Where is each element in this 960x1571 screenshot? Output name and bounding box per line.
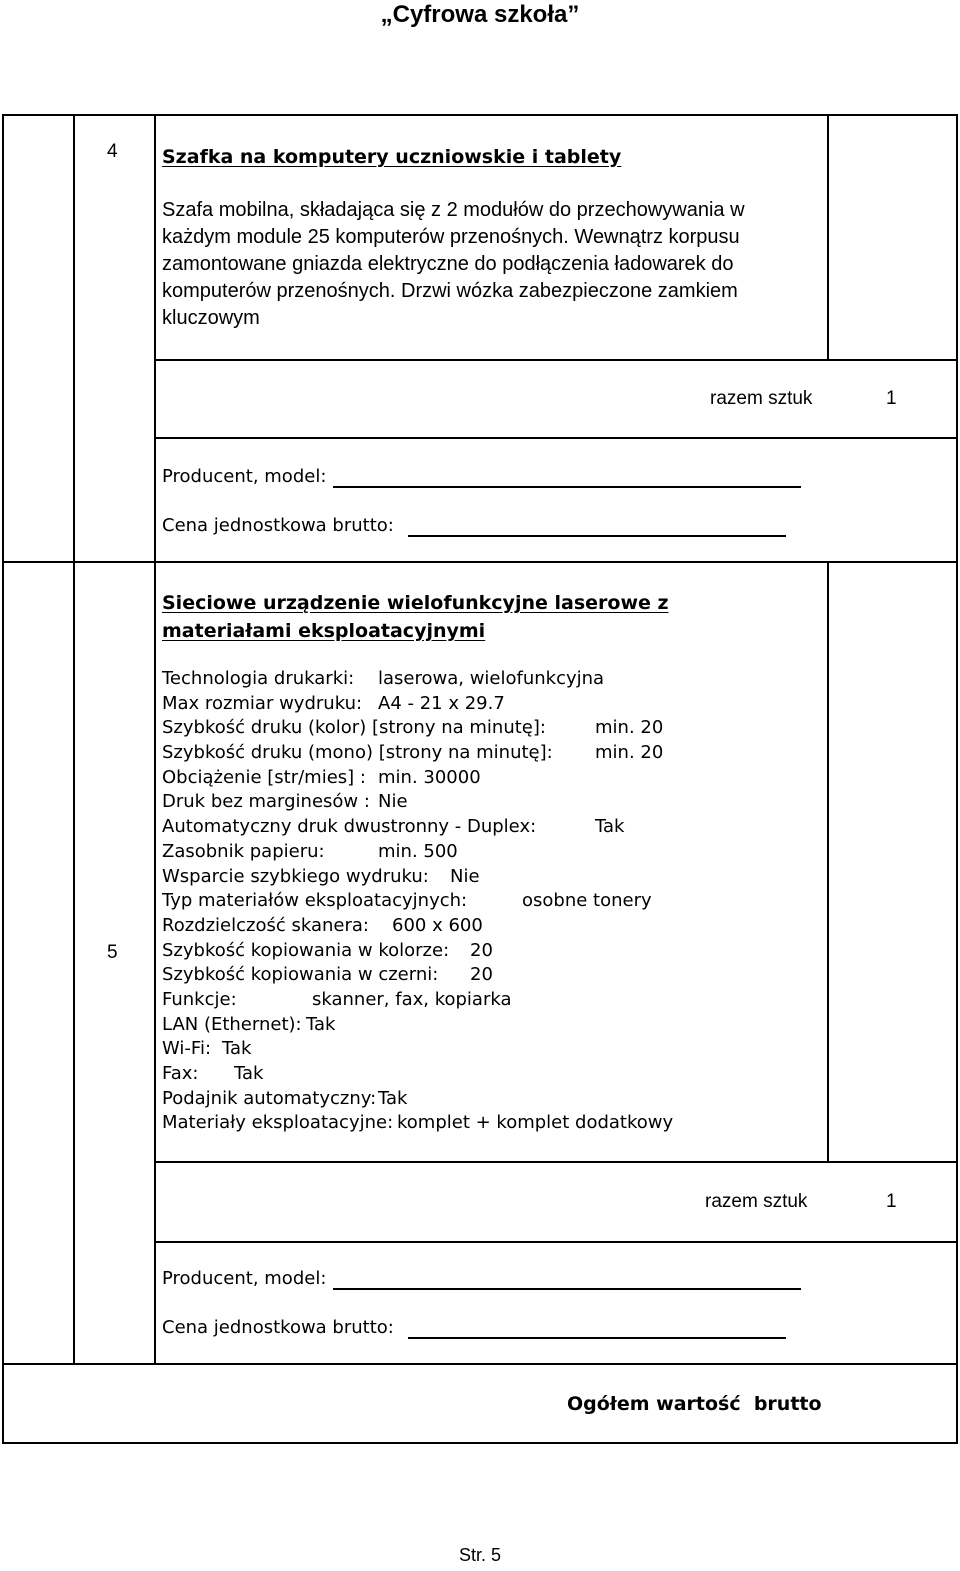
item-number: 4 — [107, 141, 118, 162]
unit-price-field[interactable] — [408, 535, 786, 537]
unit-price-label: Cena jednostkowa brutto: — [162, 1317, 394, 1338]
spec-row: Szybkość kopiowania w kolorze: 20 — [162, 939, 493, 961]
quantity-label: razem sztuk — [705, 1191, 808, 1212]
producer-label: Producent, model: — [162, 1268, 327, 1289]
gross-total-label: Ogółem wartość brutto — [567, 1393, 822, 1415]
spec-row: Podajnik automatyczny: Tak — [162, 1087, 408, 1109]
producer-label: Producent, model: — [162, 466, 327, 487]
spec-row: Fax: Tak — [162, 1063, 264, 1084]
spec-row: Druk bez marginesów : Nie — [162, 791, 408, 813]
document-title: „Cyfrowa szkoła” — [380, 1, 580, 28]
specification-list — [162, 667, 822, 1136]
page-number: Str. 5 — [458, 1545, 502, 1565]
spec-row: Rozdzielczość skanera: 600 x 600 — [162, 914, 483, 936]
spec-row: Szybkość druku (kolor) [strony na minutę]: min. 20 — [162, 717, 664, 739]
item-heading: Szafka na komputery uczniowskie i tablety — [162, 146, 622, 168]
spec-row: Funkcje: skanner, fax, kopiarka — [162, 988, 512, 1010]
producer-field[interactable] — [333, 486, 801, 488]
spec-row: Wi-Fi: Tak — [162, 1038, 252, 1060]
spec-row: Obciążenie [str/mies] : min. 30000 — [162, 766, 481, 788]
item-heading: Sieciowe urządzenie wielofunkcyjne laserowe z materiałami eksploatacyjnymi — [162, 592, 669, 642]
spec-row: Technologia drukarki: laserowa, wielofunkcyjna — [162, 668, 605, 689]
spec-row: Automatyczny druk dwustronny - Duplex: Tak — [162, 816, 625, 838]
spec-row: Materiały eksploatacyjne: komplet + komplet dodatkowy — [162, 1112, 674, 1134]
unit-price-field[interactable] — [408, 1337, 786, 1339]
unit-price-label: Cena jednostkowa brutto: — [162, 515, 394, 536]
spec-row: Zasobnik papieru: min. 500 — [162, 840, 458, 862]
spec-row: Max rozmiar wydruku: A4 - 21 x 29.7 — [162, 692, 505, 714]
item-description: Szafa mobilna, składająca się z 2 modułów do przechowywania w każdym module 25 komputerów przenośnych. Wewnątrz korpusu zamontowane gniazda elektryczne do podłączenia ładowarek do komputerów przenośnych. Drzwi wózka zabezpieczone zamkiem kluczowym — [162, 199, 745, 329]
spec-row: Typ materiałów eksploatacyjnych: osobne tonery — [162, 890, 652, 912]
spec-row: Szybkość druku (mono) [strony na minutę]: min. 20 — [162, 742, 664, 764]
spec-row: LAN (Ethernet): Tak — [162, 1013, 336, 1035]
item-number: 5 — [107, 942, 118, 963]
quantity-value: 1 — [886, 1191, 897, 1212]
quantity-value: 1 — [886, 388, 897, 409]
quantity-label: razem sztuk — [710, 388, 813, 409]
spec-row: Szybkość kopiowania w czerni: 20 — [162, 964, 493, 986]
spec-row: Wsparcie szybkiego wydruku: Nie — [162, 865, 480, 887]
producer-field[interactable] — [333, 1288, 801, 1290]
